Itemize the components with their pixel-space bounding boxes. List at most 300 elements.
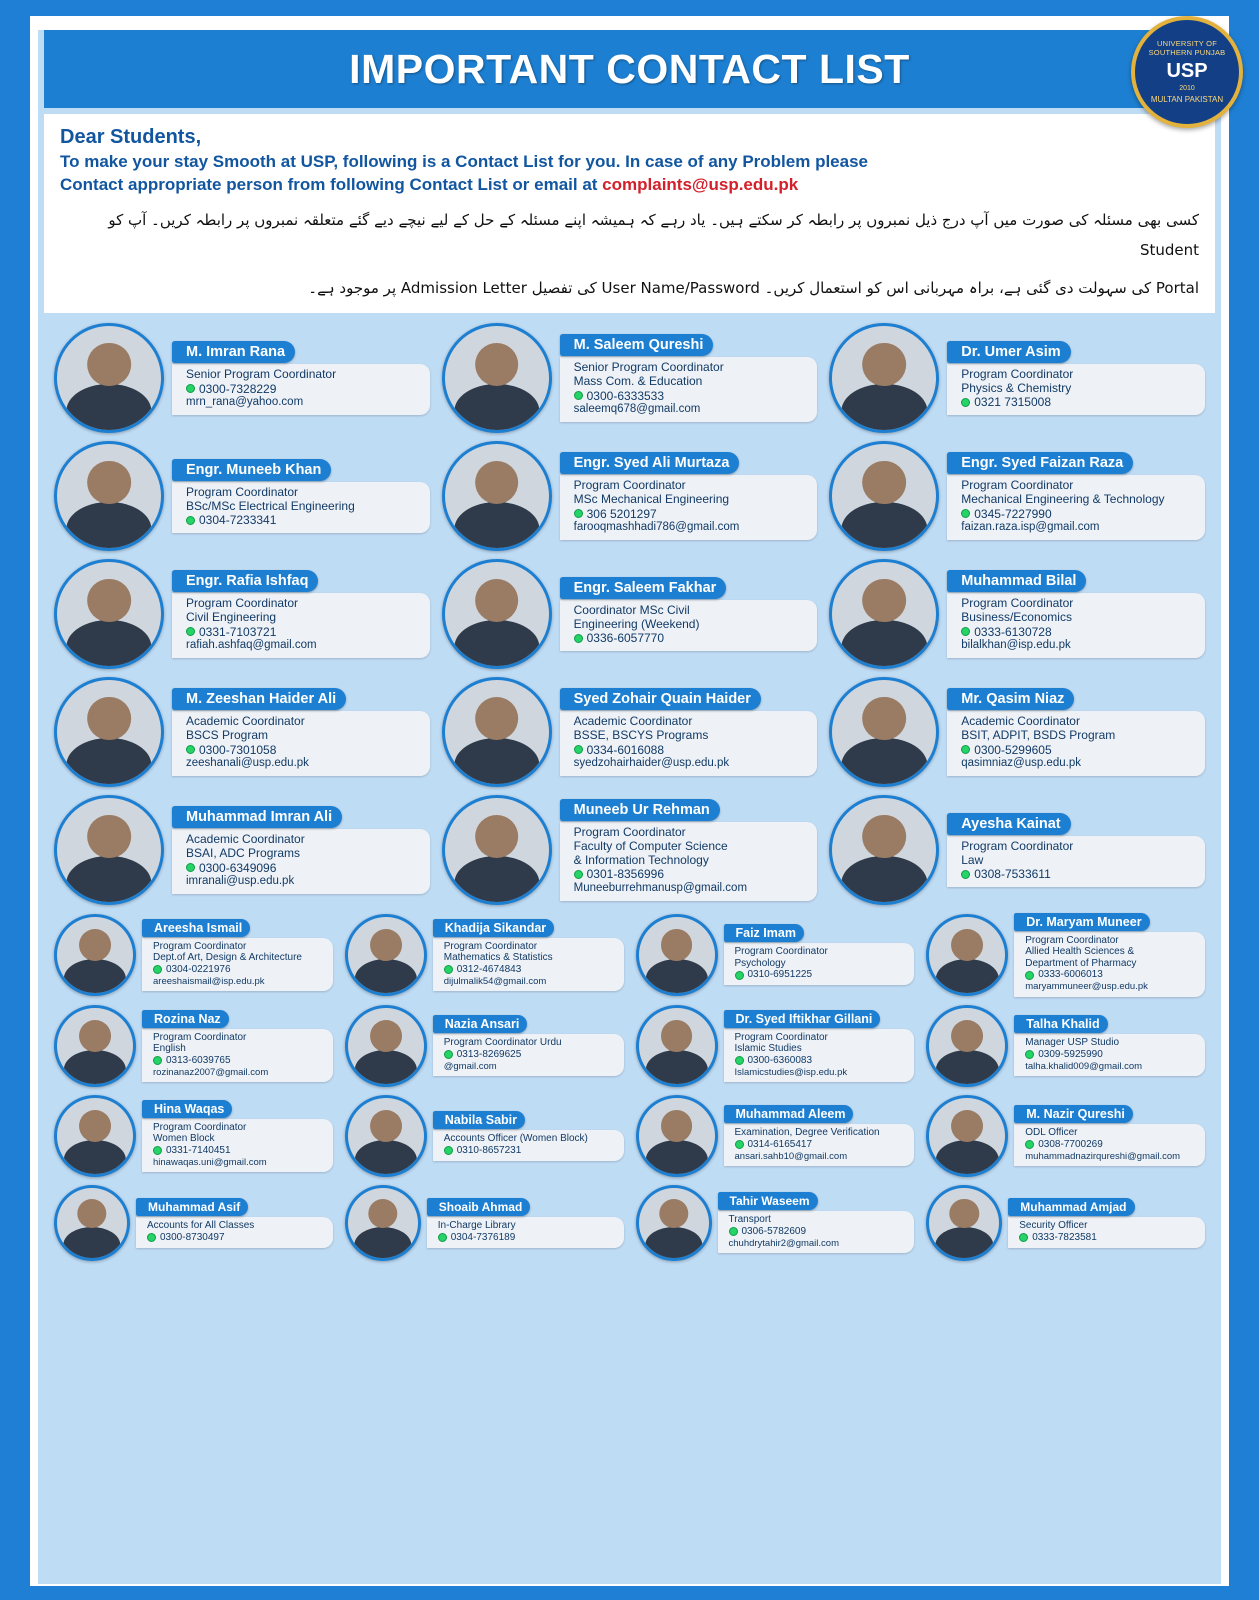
contact-role-line: Senior Program Coordinator	[573, 359, 724, 374]
contact-role-line: Academic Coordinator	[186, 831, 305, 846]
contact-card[interactable]	[339, 909, 630, 1001]
contact-card-inner	[926, 1095, 1205, 1177]
contact-card[interactable]	[48, 673, 436, 791]
complaints-email-link[interactable]: complaints@usp.edu.pk	[602, 174, 799, 194]
contact-phone-row[interactable]	[729, 1226, 909, 1238]
contact-info	[696, 1192, 915, 1253]
avatar-frame	[54, 677, 164, 787]
contact-phone-row[interactable]	[444, 1145, 618, 1157]
contact-phone: 0313-6039765	[166, 1054, 231, 1066]
contact-phone-row[interactable]	[961, 625, 1197, 639]
whatsapp-icon	[186, 516, 195, 525]
contact-phone-row[interactable]	[1025, 969, 1199, 981]
contact-name: Engr. Rafia Ishfaq	[172, 570, 318, 592]
contact-email[interactable]: chuhdrytahir2@gmail.com	[728, 1237, 839, 1249]
contact-phone: 0331-7103721	[199, 624, 277, 639]
contact-phone-row[interactable]	[186, 625, 422, 639]
whatsapp-icon	[147, 1233, 156, 1242]
contact-email[interactable]: muhammadnazirqureshi@gmail.com	[1025, 1150, 1181, 1162]
avatar-frame	[345, 1095, 427, 1177]
contact-phone-row[interactable]	[1025, 1139, 1199, 1151]
contact-card[interactable]	[920, 1181, 1211, 1265]
contact-phone-row[interactable]	[444, 1049, 618, 1061]
contact-name: Muneeb Ur Rehman	[560, 799, 720, 821]
contact-card-inner	[829, 677, 1205, 787]
contact-email[interactable]: imranali@usp.edu.pk	[186, 874, 295, 887]
contact-phone: 0333-7823581	[1032, 1231, 1097, 1243]
whatsapp-icon	[153, 965, 162, 974]
contact-card[interactable]	[823, 319, 1211, 437]
avatar	[57, 444, 161, 548]
contact-details	[142, 1029, 333, 1082]
contact-info	[919, 688, 1205, 776]
contact-details	[172, 829, 430, 894]
whatsapp-icon	[735, 1056, 744, 1065]
contact-card-inner	[54, 677, 430, 787]
contact-info	[120, 1010, 333, 1082]
contact-phone-row[interactable]	[153, 1055, 327, 1067]
contact-name: M. Imran Rana	[172, 341, 295, 363]
whatsapp-icon	[735, 1140, 744, 1149]
avatar	[348, 1098, 424, 1174]
contact-card[interactable]	[630, 909, 921, 1001]
contact-email[interactable]: rafiah.ashfaq@gmail.com	[186, 638, 317, 651]
contact-name: Muhammad Aleem	[724, 1105, 854, 1123]
contact-phone-row[interactable]	[735, 969, 909, 981]
contact-card-inner	[54, 323, 430, 433]
avatar	[348, 1008, 424, 1084]
whatsapp-icon	[444, 1050, 453, 1059]
contact-card-inner	[442, 441, 818, 551]
contact-card[interactable]	[48, 437, 436, 555]
contact-card[interactable]	[823, 791, 1211, 909]
contact-phone: 0306-5782609	[741, 1225, 807, 1237]
contact-card[interactable]	[339, 1091, 630, 1181]
contact-card[interactable]	[630, 1091, 921, 1181]
avatar-frame	[345, 1005, 427, 1087]
whatsapp-icon	[574, 509, 583, 518]
contact-row	[48, 319, 1211, 437]
contact-role-line: Accounts for All Classes	[147, 1220, 255, 1232]
contact-phone-row[interactable]	[574, 743, 810, 757]
contact-card-inner	[926, 1185, 1205, 1261]
contact-role-line: Business/Economics	[961, 609, 1072, 624]
contact-role-line: Civil Engineering	[186, 609, 277, 624]
whatsapp-icon	[574, 391, 583, 400]
contact-role-line: Physics & Chemistry	[961, 380, 1072, 395]
avatar	[348, 1188, 418, 1258]
contact-phone-row[interactable]	[1025, 1049, 1199, 1061]
notice-urdu-line-2: Portal کی سہولت دی گئی ہے، براہ مہربانی اس کو استعمال کریں۔ User Name/Password کی تفصیل Admission Letter پر موجود ہے۔	[308, 278, 1199, 297]
contact-info	[532, 452, 818, 540]
contact-details	[724, 943, 915, 985]
notice-line-2	[60, 174, 1199, 197]
contact-details	[172, 364, 430, 415]
contact-details	[560, 822, 818, 901]
contact-phone: 0310-8657231	[456, 1144, 522, 1156]
avatar-frame	[54, 795, 164, 905]
contact-role-line: Islamic Studies	[734, 1043, 802, 1055]
contact-name: Muhammad Imran Ali	[172, 806, 342, 828]
contact-phone-row[interactable]	[153, 1145, 327, 1157]
contact-details	[947, 364, 1205, 415]
contact-phone: 0304-7233341	[199, 513, 277, 528]
avatar	[639, 1008, 715, 1084]
contact-grid	[38, 313, 1221, 1265]
contact-card-inner	[345, 1095, 624, 1177]
contact-role-line: Dept.of Art, Design & Architecture	[153, 952, 302, 964]
contact-role-line: Program Coordinator	[186, 484, 299, 499]
whatsapp-icon	[186, 863, 195, 872]
avatar	[57, 1098, 133, 1174]
contact-info	[532, 799, 818, 901]
contact-info	[919, 570, 1205, 658]
contact-role-line: Program Coordinator Urdu	[443, 1037, 562, 1049]
contact-role-line: Program Coordinator	[153, 1031, 247, 1043]
contact-name: Muhammad Bilal	[947, 570, 1086, 592]
contact-card[interactable]	[920, 1001, 1211, 1091]
whatsapp-icon	[961, 398, 970, 407]
contact-details	[947, 593, 1205, 658]
contact-email[interactable]: talha.khalid009@gmail.com	[1025, 1060, 1143, 1072]
contact-email[interactable]: rozinanaz2007@gmail.com	[153, 1066, 269, 1078]
contact-role-line: BSIT, ADPIT, BSDS Program	[961, 727, 1116, 742]
contact-details	[172, 593, 430, 658]
contact-details	[947, 711, 1205, 776]
contact-role-line: Academic Coordinator	[186, 713, 305, 728]
contact-name: Engr. Saleem Fakhar	[560, 577, 727, 599]
contact-phone-row[interactable]	[574, 867, 810, 881]
contact-info	[702, 1010, 915, 1082]
contact-email[interactable]: saleemq678@gmail.com	[573, 402, 701, 415]
contact-email[interactable]: syedzohairhaider@usp.edu.pk	[573, 756, 730, 769]
contact-details	[560, 357, 818, 422]
contact-phone-row[interactable]	[186, 861, 422, 875]
contact-card-inner	[926, 1005, 1205, 1087]
contact-email[interactable]: qasimniaz@usp.edu.pk	[961, 756, 1081, 769]
contact-card-inner	[829, 795, 1205, 905]
contact-card[interactable]	[920, 1091, 1211, 1181]
contact-email[interactable]: areeshaismail@isp.edu.pk	[153, 975, 265, 987]
contact-card-inner	[636, 1095, 915, 1177]
contact-name: Rozina Naz	[142, 1010, 229, 1028]
contact-role-line: Program Coordinator	[153, 940, 247, 952]
contact-card-inner	[829, 441, 1205, 551]
contact-card-inner	[54, 559, 430, 669]
contact-name: Muhammad Asif	[136, 1198, 248, 1216]
contact-email[interactable]: zeeshanali@usp.edu.pk	[186, 756, 309, 769]
contact-role-line: Women Block	[153, 1133, 215, 1145]
contact-email[interactable]: faizan.raza.isp@gmail.com	[961, 520, 1100, 533]
contact-role-line: Program Coordinator	[573, 477, 686, 492]
avatar-frame	[442, 559, 552, 669]
avatar	[929, 1098, 1005, 1174]
contact-name: Talha Khalid	[1014, 1015, 1107, 1033]
contact-phone: 0300-6349096	[199, 860, 277, 875]
contact-details	[433, 1130, 624, 1161]
contact-phone: 0300-5299605	[974, 742, 1052, 757]
contact-card-inner	[54, 795, 430, 905]
avatar-frame	[345, 914, 427, 996]
contact-card-inner	[442, 677, 818, 787]
whatsapp-icon	[735, 971, 744, 980]
whatsapp-icon	[444, 1146, 453, 1155]
contact-phone: 0334-6016088	[586, 742, 665, 757]
whatsapp-icon	[186, 384, 195, 393]
usp-logo	[1131, 16, 1243, 128]
contact-phone-row[interactable]	[186, 382, 422, 396]
whatsapp-icon	[153, 1146, 162, 1155]
contact-row	[48, 1001, 1211, 1091]
contact-info	[532, 334, 818, 422]
contact-phone-row[interactable]	[1019, 1232, 1199, 1244]
contact-name: Areesha Ismail	[142, 919, 250, 937]
contact-row	[48, 1091, 1211, 1181]
contact-card[interactable]	[48, 1001, 339, 1091]
contact-card[interactable]	[823, 673, 1211, 791]
notice-line-2-prefix: Contact appropriate person from following Contact List or email at	[60, 174, 603, 194]
contact-phone: 0309-5925990	[1038, 1048, 1103, 1060]
avatar	[57, 326, 161, 430]
contact-role-line: MSc Mechanical Engineering	[573, 491, 730, 506]
contact-role-line: Examination, Degree Verification	[734, 1127, 880, 1139]
contact-card[interactable]	[436, 319, 824, 437]
contact-phone: 0314-6165417	[747, 1138, 813, 1150]
contact-card[interactable]	[920, 909, 1211, 1001]
contact-card-inner	[829, 323, 1205, 433]
contact-info	[992, 1105, 1205, 1166]
avatar-frame	[829, 323, 939, 433]
contact-card[interactable]	[436, 555, 824, 673]
contact-role-line: Program Coordinator	[734, 946, 828, 958]
contact-email[interactable]: dijulmalik54@gmail.com	[443, 975, 547, 987]
contact-card-inner	[636, 1005, 915, 1087]
contact-card[interactable]	[630, 1181, 921, 1265]
notice-urdu-line-1: کسی بھی مسئلہ کی صورت میں آپ درج ذیل نمبروں پر رابطہ کر سکتے ہیں۔ یاد رہے کہ ہمیشہ اپنے مسئلہ کے حل کے لیے نیچے دیے گئے متعلقہ نمبروں پر رابطہ کریں۔ آپ کو Student	[108, 210, 1199, 259]
contact-phone-row[interactable]	[961, 867, 1197, 881]
logo-year: 2010	[1179, 84, 1195, 92]
contact-info	[411, 1111, 624, 1161]
contact-card-inner	[442, 559, 818, 669]
contact-role-line: Transport	[728, 1214, 771, 1226]
contact-card[interactable]	[48, 1091, 339, 1181]
avatar-frame	[442, 795, 552, 905]
avatar-frame	[636, 914, 718, 996]
contact-email[interactable]: @gmail.com	[443, 1060, 497, 1072]
contact-details	[1014, 1124, 1205, 1166]
contact-row	[48, 437, 1211, 555]
avatar	[832, 680, 936, 784]
avatar	[348, 917, 424, 993]
contact-name: M. Nazir Qureshi	[1014, 1105, 1133, 1123]
contact-name: Syed Zohair Quain Haider	[560, 688, 761, 710]
avatar-frame	[54, 1185, 130, 1261]
avatar	[445, 444, 549, 548]
contact-email[interactable]: hinawaqas.uni@gmail.com	[153, 1156, 267, 1168]
contact-card[interactable]	[823, 437, 1211, 555]
contact-phone-row[interactable]	[961, 507, 1197, 521]
poster-page	[30, 16, 1229, 1586]
whatsapp-icon	[574, 745, 583, 754]
poster-header	[44, 30, 1226, 108]
contact-name: Nazia Ansari	[433, 1015, 528, 1033]
avatar	[929, 1008, 1005, 1084]
contact-phone-row[interactable]	[186, 743, 422, 757]
contact-phone-row[interactable]	[147, 1232, 327, 1244]
contact-phone: 0333-6130728	[974, 624, 1052, 639]
contact-card-inner	[345, 1005, 624, 1087]
contact-role-line: Academic Coordinator	[573, 713, 693, 728]
contact-card[interactable]	[48, 791, 436, 909]
contact-name: Shoaib Ahmad	[427, 1198, 531, 1216]
contact-role-line: & Information Technology	[573, 852, 709, 867]
contact-details	[1014, 932, 1205, 997]
contact-role-line: Faculty of Computer Science	[573, 838, 728, 853]
avatar-frame	[54, 441, 164, 551]
contact-details	[142, 938, 333, 991]
contact-info	[144, 688, 430, 776]
contact-phone-row[interactable]	[574, 631, 810, 645]
contact-phone: 0300-7301058	[199, 742, 277, 757]
contact-phone: 0300-8730497	[160, 1231, 225, 1243]
contact-card-inner	[54, 1095, 333, 1177]
notice-box	[44, 114, 1215, 313]
contact-details	[560, 600, 818, 651]
contact-phone-row[interactable]	[186, 513, 422, 527]
contact-phone-row[interactable]	[735, 1139, 909, 1151]
whatsapp-icon	[153, 1056, 162, 1065]
avatar-frame	[829, 795, 939, 905]
avatar-frame	[636, 1095, 718, 1177]
contact-info	[411, 919, 624, 991]
contact-email[interactable]: ansari.sahb10@gmail.com	[734, 1150, 848, 1162]
avatar-frame	[54, 1095, 136, 1177]
contact-info	[532, 688, 818, 776]
contact-phone-row[interactable]	[574, 507, 810, 521]
contact-info	[144, 570, 430, 658]
contact-email[interactable]: farooqmashhadi786@gmail.com	[573, 520, 740, 533]
contact-card[interactable]	[436, 437, 824, 555]
contact-role-line: BSCS Program	[186, 727, 269, 742]
contact-card-inner	[345, 913, 624, 997]
contact-phone: 0300-6360083	[747, 1054, 813, 1066]
contact-phone-row[interactable]	[153, 964, 327, 976]
contact-role-line: Security Officer	[1019, 1220, 1088, 1232]
contact-phone: 0308-7533611	[974, 867, 1051, 882]
contact-email[interactable]: Islamicstudies@isp.edu.pk	[734, 1066, 848, 1078]
contact-card[interactable]	[48, 909, 339, 1001]
contact-role-line: Allied Health Sciences &	[1025, 946, 1135, 958]
contact-details	[433, 938, 624, 991]
avatar	[57, 562, 161, 666]
contact-info	[120, 919, 333, 991]
avatar-frame	[442, 677, 552, 787]
contact-info	[702, 924, 915, 985]
avatar	[639, 917, 715, 993]
whatsapp-icon	[961, 745, 970, 754]
contact-name: Nabila Sabir	[433, 1111, 525, 1129]
contact-email[interactable]: mrn_rana@yahoo.com	[186, 396, 304, 409]
notice-line-1: To make your stay Smooth at USP, following is a Contact List for you. In case of any Problem please	[60, 152, 868, 171]
contact-row	[48, 555, 1211, 673]
contact-phone-row[interactable]	[961, 395, 1197, 409]
avatar-frame	[442, 441, 552, 551]
avatar-frame	[54, 1005, 136, 1087]
contact-card[interactable]	[436, 673, 824, 791]
contact-info	[405, 1198, 624, 1248]
contact-card[interactable]	[436, 791, 824, 909]
logo-ring-top-text: UNIVERSITY OF SOUTHERN PUNJAB	[1148, 39, 1226, 57]
whatsapp-icon	[444, 965, 453, 974]
contact-card-inner	[636, 1185, 915, 1261]
contact-phone-row[interactable]	[574, 389, 810, 403]
whatsapp-icon	[186, 627, 195, 636]
contact-email[interactable]: bilalkhan@isp.edu.pk	[961, 638, 1071, 651]
contact-info	[992, 913, 1205, 997]
contact-email[interactable]: Muneeburrehmanusp@gmail.com	[573, 881, 748, 894]
contact-email[interactable]: maryammuneer@usp.edu.pk	[1025, 981, 1148, 993]
contact-card-inner	[54, 913, 333, 997]
contact-details	[718, 1211, 915, 1253]
contact-info	[702, 1105, 915, 1166]
contact-name: Faiz Imam	[724, 924, 804, 942]
contact-card-inner	[345, 1185, 624, 1261]
contact-role-line: Program Coordinator	[961, 477, 1074, 492]
contact-role-line: Engineering (Weekend)	[573, 616, 700, 631]
contact-role-line: Program Coordinator	[734, 1031, 828, 1043]
contact-details	[724, 1029, 915, 1082]
avatar-frame	[926, 1095, 1008, 1177]
contact-phone: 0321 7315008	[974, 395, 1051, 410]
contact-details	[724, 1124, 915, 1166]
contact-details	[947, 475, 1205, 540]
contact-phone-row[interactable]	[961, 743, 1197, 757]
avatar-frame	[829, 559, 939, 669]
avatar-frame	[926, 1005, 1008, 1087]
avatar-frame	[829, 677, 939, 787]
avatar-frame	[636, 1185, 712, 1261]
avatar	[445, 326, 549, 430]
contact-name: Hina Waqas	[142, 1100, 232, 1118]
contact-phone-row[interactable]	[444, 964, 618, 976]
contact-role-line: In-Charge Library	[437, 1220, 516, 1232]
contact-role-line: Mass Com. & Education	[573, 373, 703, 388]
contact-card[interactable]	[339, 1001, 630, 1091]
contact-role-line: Program Coordinator	[961, 838, 1074, 853]
contact-card[interactable]	[339, 1181, 630, 1265]
contact-info	[144, 341, 430, 415]
contact-role-line: Academic Coordinator	[961, 713, 1080, 728]
contact-card[interactable]	[823, 555, 1211, 673]
contact-card[interactable]	[48, 1181, 339, 1265]
logo-mark: USP	[1166, 59, 1208, 82]
contact-phone-row[interactable]	[735, 1055, 909, 1067]
contact-phone: 0313-8269625	[456, 1048, 522, 1060]
contact-name: Dr. Syed Iftikhar Gillani	[724, 1010, 881, 1028]
contact-phone: 0300-6333533	[586, 388, 665, 403]
contact-details	[1014, 1034, 1205, 1076]
contact-phone-row[interactable]	[438, 1232, 618, 1244]
contact-card[interactable]	[48, 555, 436, 673]
contact-phone: 0301-8356996	[586, 867, 665, 882]
contact-card[interactable]	[48, 319, 436, 437]
contact-phone: 0345-7227990	[974, 506, 1052, 521]
contact-name: Dr. Umer Asim	[947, 341, 1070, 363]
contact-role-line: Coordinator MSc Civil	[573, 602, 690, 617]
contact-name: Ayesha Kainat	[947, 813, 1070, 835]
contact-card-inner	[829, 559, 1205, 669]
contact-card[interactable]	[630, 1001, 921, 1091]
